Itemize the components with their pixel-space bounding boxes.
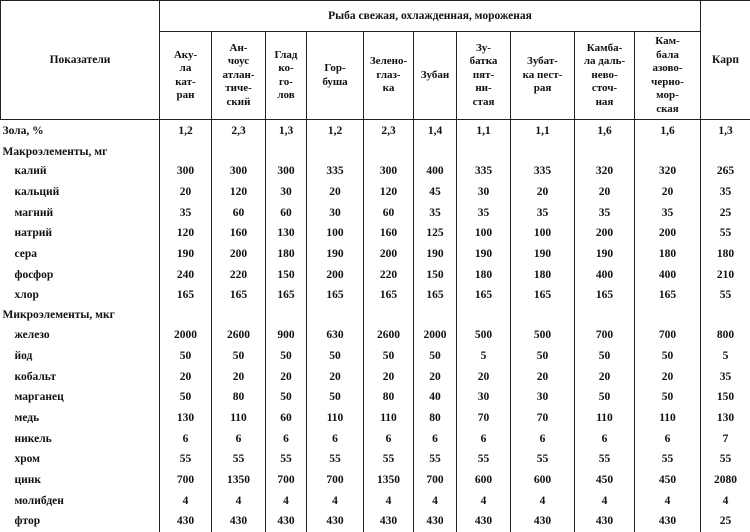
table-cell: 200	[212, 244, 266, 265]
table-cell: 6	[160, 428, 212, 449]
table-cell: 70	[457, 408, 511, 429]
row-label: никель	[1, 428, 160, 449]
row-label: натрий	[1, 223, 160, 244]
table-cell: 4	[160, 490, 212, 511]
table-cell: 190	[511, 244, 575, 265]
table-cell: 1350	[364, 470, 414, 491]
table-cell: 6	[511, 428, 575, 449]
table-cell	[635, 142, 701, 161]
table-cell: 25	[701, 202, 750, 223]
table-cell: 150	[701, 387, 750, 408]
table-cell: 165	[635, 285, 701, 306]
table-cell	[307, 142, 364, 161]
table-cell	[160, 306, 212, 325]
table-cell: 165	[575, 285, 635, 306]
table-cell: 2,3	[364, 120, 414, 143]
table-cell: 165	[511, 285, 575, 306]
table-cell: 20	[511, 366, 575, 387]
column-header: Зелено- глаз- ка	[364, 32, 414, 120]
table-cell: 70	[511, 408, 575, 429]
table-cell: 130	[701, 408, 750, 429]
table-cell: 60	[364, 202, 414, 223]
table-cell: 55	[701, 449, 750, 470]
column-header: Зубан	[414, 32, 457, 120]
table-cell: 55	[701, 223, 750, 244]
table-row	[1, 161, 750, 182]
table-row	[1, 470, 750, 491]
table-cell	[266, 306, 307, 325]
table-cell: 630	[307, 325, 364, 346]
table-cell: 110	[212, 408, 266, 429]
row-label: молибден	[1, 490, 160, 511]
row-label: кобальт	[1, 366, 160, 387]
table-cell: 430	[635, 511, 701, 532]
table-cell: 150	[266, 264, 307, 285]
row-label: цинк	[1, 470, 160, 491]
table-cell: 110	[307, 408, 364, 429]
table-cell: 20	[212, 366, 266, 387]
table-cell: 4	[511, 490, 575, 511]
table-cell: 55	[457, 449, 511, 470]
table-cell: 35	[701, 182, 750, 203]
table-cell: 4	[575, 490, 635, 511]
table-cell: 430	[511, 511, 575, 532]
table-cell: 240	[160, 264, 212, 285]
table-cell: 35	[701, 366, 750, 387]
table-cell: 300	[364, 161, 414, 182]
table-cell: 35	[414, 202, 457, 223]
table-cell: 2080	[701, 470, 750, 491]
table-cell	[414, 142, 457, 161]
table-cell: 335	[511, 161, 575, 182]
table-cell: 30	[511, 387, 575, 408]
table-cell: 1,2	[160, 120, 212, 143]
table-cell: 30	[457, 387, 511, 408]
table-cell: 55	[511, 449, 575, 470]
table-cell: 165	[364, 285, 414, 306]
table-cell: 50	[160, 387, 212, 408]
table-cell: 50	[212, 346, 266, 367]
table-cell: 6	[457, 428, 511, 449]
table-cell	[701, 142, 750, 161]
table-cell: 50	[575, 346, 635, 367]
table-cell: 2000	[160, 325, 212, 346]
table-cell: 30	[266, 182, 307, 203]
table-cell: 130	[266, 223, 307, 244]
table-cell: 165	[457, 285, 511, 306]
table-cell: 190	[414, 244, 457, 265]
row-label: хром	[1, 449, 160, 470]
table-cell: 430	[457, 511, 511, 532]
table-cell: 45	[414, 182, 457, 203]
table-row	[1, 511, 750, 532]
table-cell: 40	[414, 387, 457, 408]
table-cell: 50	[635, 346, 701, 367]
table-cell: 110	[364, 408, 414, 429]
table-cell: 130	[160, 408, 212, 429]
column-header: Кам- бала азово- черно- мор- ская	[635, 32, 701, 120]
table-cell: 50	[307, 346, 364, 367]
table-cell: 200	[575, 223, 635, 244]
table-cell: 30	[457, 182, 511, 203]
table-cell: 200	[635, 223, 701, 244]
table-cell: 80	[212, 387, 266, 408]
table-row	[1, 490, 750, 511]
table-row	[1, 182, 750, 203]
table-cell: 180	[266, 244, 307, 265]
row-label: марганец	[1, 387, 160, 408]
table-cell	[364, 306, 414, 325]
table-cell: 430	[364, 511, 414, 532]
row-label: Макроэлементы, мг	[1, 142, 160, 161]
table-cell: 320	[635, 161, 701, 182]
table-cell: 35	[635, 202, 701, 223]
table-cell: 160	[212, 223, 266, 244]
table-cell: 6	[575, 428, 635, 449]
table-cell: 50	[511, 346, 575, 367]
table-cell	[511, 142, 575, 161]
table-cell: 30	[307, 202, 364, 223]
table-cell: 55	[212, 449, 266, 470]
table-cell: 50	[414, 346, 457, 367]
table-cell: 120	[212, 182, 266, 203]
table-cell: 200	[307, 264, 364, 285]
table-cell: 180	[511, 264, 575, 285]
table-cell: 20	[160, 182, 212, 203]
row-label: фтор	[1, 511, 160, 532]
table-cell: 150	[414, 264, 457, 285]
table-cell: 1,6	[635, 120, 701, 143]
table-cell: 430	[160, 511, 212, 532]
column-header: Зубат- ка пест- рая	[511, 32, 575, 120]
section-row	[1, 142, 750, 161]
table-cell: 1,2	[307, 120, 364, 143]
table-cell: 300	[212, 161, 266, 182]
table-cell: 700	[266, 470, 307, 491]
table-cell: 2,3	[212, 120, 266, 143]
table-cell: 120	[160, 223, 212, 244]
table-cell	[212, 306, 266, 325]
table-cell: 125	[414, 223, 457, 244]
table-cell: 320	[575, 161, 635, 182]
table-row	[1, 428, 750, 449]
table-cell: 50	[266, 346, 307, 367]
table-cell: 20	[307, 182, 364, 203]
table-cell: 300	[266, 161, 307, 182]
table-cell: 180	[635, 244, 701, 265]
table-cell: 6	[635, 428, 701, 449]
table-cell	[160, 142, 212, 161]
table-cell: 50	[160, 346, 212, 367]
table-row	[1, 202, 750, 223]
table-cell: 180	[457, 264, 511, 285]
table-row	[1, 264, 750, 285]
table-cell: 60	[212, 202, 266, 223]
column-header: Камба- ла даль- нево- сточ- ная	[575, 32, 635, 120]
table-cell: 220	[212, 264, 266, 285]
row-label: кальций	[1, 182, 160, 203]
row-label: магний	[1, 202, 160, 223]
table-cell: 20	[575, 182, 635, 203]
table-cell: 35	[511, 202, 575, 223]
table-cell: 190	[307, 244, 364, 265]
table-cell: 700	[575, 325, 635, 346]
column-header-karp: Карп	[701, 1, 750, 120]
table-cell: 50	[307, 387, 364, 408]
row-label: Микроэлементы, мкг	[1, 306, 160, 325]
table-cell: 700	[414, 470, 457, 491]
table-cell: 55	[160, 449, 212, 470]
table-cell: 165	[212, 285, 266, 306]
table-cell: 55	[364, 449, 414, 470]
row-label: медь	[1, 408, 160, 429]
table-cell: 165	[266, 285, 307, 306]
table-row	[1, 387, 750, 408]
table-cell: 50	[364, 346, 414, 367]
table-cell: 190	[457, 244, 511, 265]
table-cell: 50	[575, 387, 635, 408]
table-cell: 500	[511, 325, 575, 346]
table-cell	[635, 306, 701, 325]
row-label: хлор	[1, 285, 160, 306]
table-cell: 600	[457, 470, 511, 491]
table-cell: 400	[575, 264, 635, 285]
table-cell: 2000	[414, 325, 457, 346]
group-header: Рыба свежая, охлажденная, мороженая	[160, 1, 701, 32]
row-label: калий	[1, 161, 160, 182]
table-cell: 20	[457, 366, 511, 387]
table-cell: 4	[635, 490, 701, 511]
table-cell: 900	[266, 325, 307, 346]
table-row	[1, 408, 750, 429]
table-cell: 200	[364, 244, 414, 265]
table-cell	[457, 306, 511, 325]
table-cell: 600	[511, 470, 575, 491]
table-cell: 6	[307, 428, 364, 449]
table-cell: 4	[457, 490, 511, 511]
table-cell	[307, 306, 364, 325]
table-cell: 1,3	[266, 120, 307, 143]
table-cell: 1,4	[414, 120, 457, 143]
table-body	[1, 120, 750, 532]
table-row	[1, 223, 750, 244]
column-header: Зу- батка пят- ни- стая	[457, 32, 511, 120]
row-label: фосфор	[1, 264, 160, 285]
table-cell: 20	[635, 366, 701, 387]
table-cell: 35	[160, 202, 212, 223]
table-cell	[212, 142, 266, 161]
table-cell: 190	[160, 244, 212, 265]
table-cell: 20	[364, 366, 414, 387]
table-cell: 190	[575, 244, 635, 265]
table-cell: 60	[266, 202, 307, 223]
table-cell: 60	[266, 408, 307, 429]
table-cell: 4	[414, 490, 457, 511]
table-cell: 450	[575, 470, 635, 491]
table-header	[1, 1, 750, 120]
table-cell: 180	[701, 244, 750, 265]
column-header: Ан- чоус атлан- тиче- ский	[212, 32, 266, 120]
table-cell: 1,1	[511, 120, 575, 143]
table-cell: 55	[266, 449, 307, 470]
table-cell: 80	[364, 387, 414, 408]
table-cell: 430	[575, 511, 635, 532]
table-cell: 1,6	[575, 120, 635, 143]
table-row	[1, 449, 750, 470]
table-cell: 160	[364, 223, 414, 244]
table-cell	[266, 142, 307, 161]
table-cell: 5	[701, 346, 750, 367]
table-cell: 55	[575, 449, 635, 470]
section-row	[1, 306, 750, 325]
column-header: Гор- буша	[307, 32, 364, 120]
table-cell: 100	[457, 223, 511, 244]
table-cell: 55	[701, 285, 750, 306]
table-cell: 800	[701, 325, 750, 346]
table-row	[1, 325, 750, 346]
table-cell: 210	[701, 264, 750, 285]
table-cell: 6	[364, 428, 414, 449]
table-cell: 55	[307, 449, 364, 470]
row-label: Зола, %	[1, 120, 160, 143]
table-cell	[511, 306, 575, 325]
table-cell: 4	[364, 490, 414, 511]
table-cell	[414, 306, 457, 325]
table-cell: 20	[160, 366, 212, 387]
table-cell: 700	[307, 470, 364, 491]
table-cell: 165	[414, 285, 457, 306]
table-cell: 300	[160, 161, 212, 182]
table-cell: 165	[307, 285, 364, 306]
table-cell: 6	[212, 428, 266, 449]
table-cell: 6	[414, 428, 457, 449]
table-cell: 100	[307, 223, 364, 244]
indicator-header: Показатели	[1, 1, 160, 120]
table-cell: 50	[635, 387, 701, 408]
table-cell: 50	[266, 387, 307, 408]
table-cell: 6	[266, 428, 307, 449]
table-cell: 4	[307, 490, 364, 511]
table-cell: 165	[160, 285, 212, 306]
table-cell: 1,1	[457, 120, 511, 143]
table-row	[1, 366, 750, 387]
row-label: железо	[1, 325, 160, 346]
table-cell: 265	[701, 161, 750, 182]
table-cell: 20	[266, 366, 307, 387]
table-row	[1, 285, 750, 306]
table-cell: 55	[414, 449, 457, 470]
table-cell: 20	[575, 366, 635, 387]
column-header: Глад ко- го- лов	[266, 32, 307, 120]
table-cell: 430	[307, 511, 364, 532]
table-cell: 1350	[212, 470, 266, 491]
column-header: Аку- ла кат- ран	[160, 32, 212, 120]
table-cell: 80	[414, 408, 457, 429]
table-cell: 450	[635, 470, 701, 491]
table-cell: 5	[457, 346, 511, 367]
table-cell: 430	[266, 511, 307, 532]
table-cell: 335	[307, 161, 364, 182]
table-cell: 20	[635, 182, 701, 203]
table-cell: 25	[701, 511, 750, 532]
table-cell: 100	[511, 223, 575, 244]
table-row	[1, 120, 750, 143]
table-cell: 4	[701, 490, 750, 511]
table-cell: 220	[364, 264, 414, 285]
table-cell: 500	[457, 325, 511, 346]
table-cell	[701, 306, 750, 325]
table-cell: 35	[457, 202, 511, 223]
table-cell: 110	[575, 408, 635, 429]
table-cell: 700	[635, 325, 701, 346]
table-cell: 400	[414, 161, 457, 182]
row-label: йод	[1, 346, 160, 367]
table-cell: 400	[635, 264, 701, 285]
table-cell: 335	[457, 161, 511, 182]
table-cell: 35	[575, 202, 635, 223]
table-cell: 700	[160, 470, 212, 491]
table-row	[1, 346, 750, 367]
table-cell: 7	[701, 428, 750, 449]
table-cell: 2600	[364, 325, 414, 346]
table-cell: 20	[414, 366, 457, 387]
table-cell	[364, 142, 414, 161]
table-cell	[575, 306, 635, 325]
table-cell	[457, 142, 511, 161]
table-cell: 55	[635, 449, 701, 470]
table-cell: 4	[212, 490, 266, 511]
table-cell	[575, 142, 635, 161]
table-cell: 20	[307, 366, 364, 387]
table-cell: 2600	[212, 325, 266, 346]
table-cell: 110	[635, 408, 701, 429]
row-label: сера	[1, 244, 160, 265]
table-cell: 430	[212, 511, 266, 532]
table-cell: 120	[364, 182, 414, 203]
table-row	[1, 244, 750, 265]
table-cell: 1,3	[701, 120, 750, 143]
table-cell: 4	[266, 490, 307, 511]
table-cell: 20	[511, 182, 575, 203]
table-cell: 430	[414, 511, 457, 532]
